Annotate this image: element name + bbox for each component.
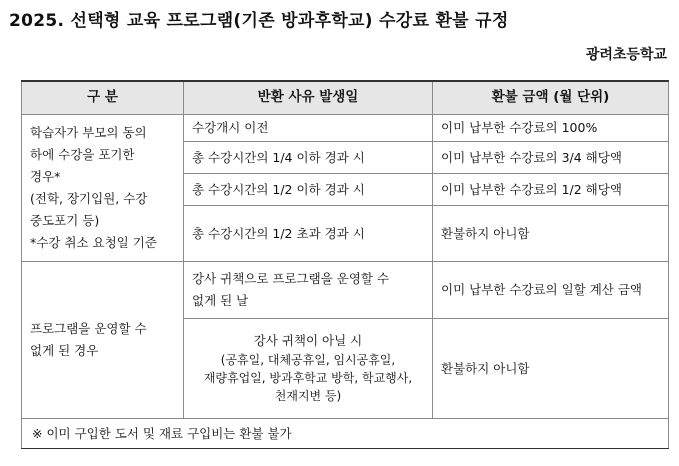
when-line: 천재지변 등) xyxy=(274,388,342,403)
page-title: 2025. 선택형 교육 프로그램(기존 방과후학교) 수강료 환불 규정 xyxy=(9,11,509,31)
header-category: 구 분 xyxy=(22,81,184,115)
category-student-withdrawal xyxy=(22,115,184,262)
when-cell: 수강개시 이전 xyxy=(184,115,433,142)
amount-cell: 이미 납부한 수강료의 일할 계산 금액 xyxy=(433,262,669,319)
category-line: 프로그램을 운영할 수 xyxy=(30,321,147,337)
when-cell: 총 수강시간의 1/2 이하 경과 시 xyxy=(184,174,433,206)
table-header-row xyxy=(22,81,669,115)
category-line: (전학, 장기입원, 수강 xyxy=(30,191,148,206)
when-line: 재량휴업일, 방과후학교 방학, 학교행사, xyxy=(203,370,413,385)
when-line: 강사 귀책으로 프로그램을 운영할 수 xyxy=(192,271,390,287)
header-when: 반환 사유 발생일 xyxy=(184,81,433,115)
when-line: 강사 귀책이 아닐 시 xyxy=(253,333,363,349)
table-row xyxy=(22,115,669,142)
category-program-cancelled xyxy=(22,262,184,419)
when-line: (공휴일, 대체공휴일, 임시공휴일, xyxy=(220,352,396,367)
when-cell: 총 수강시간의 1/4 이하 경과 시 xyxy=(184,142,433,174)
amount-cell: 환불하지 아니함 xyxy=(433,206,669,262)
footnote: ※ 이미 구입한 도서 및 재료 구입비는 환불 불가 xyxy=(22,419,669,449)
category-line: 중도포기 등) xyxy=(30,212,100,228)
category-line: *수강 취소 요청일 기준 xyxy=(30,234,157,250)
category-line: 없게 된 경우 xyxy=(30,343,99,358)
header-amount: 환불 금액 (월 단위) xyxy=(433,81,669,115)
amount-cell: 이미 납부한 수강료의 1/2 해당액 xyxy=(433,174,669,206)
amount-cell: 환불하지 아니함 xyxy=(433,319,669,419)
when-cell xyxy=(184,319,433,419)
footnote-row xyxy=(22,419,669,449)
category-line: 하에 수강을 포기한 xyxy=(30,147,135,163)
category-line: 경우* xyxy=(30,169,61,185)
amount-cell: 이미 납부한 수강료의 100% xyxy=(433,115,669,142)
table-row xyxy=(22,262,669,319)
school-name: 광려초등학교 xyxy=(585,47,667,63)
when-line: 없게 된 날 xyxy=(192,293,249,308)
category-line: 학습자가 부모의 동의 xyxy=(30,125,147,141)
refund-policy-table xyxy=(21,80,669,449)
when-cell xyxy=(184,262,433,319)
amount-cell: 이미 납부한 수강료의 3/4 해당액 xyxy=(433,142,669,174)
when-cell: 총 수강시간의 1/2 초과 경과 시 xyxy=(184,206,433,262)
